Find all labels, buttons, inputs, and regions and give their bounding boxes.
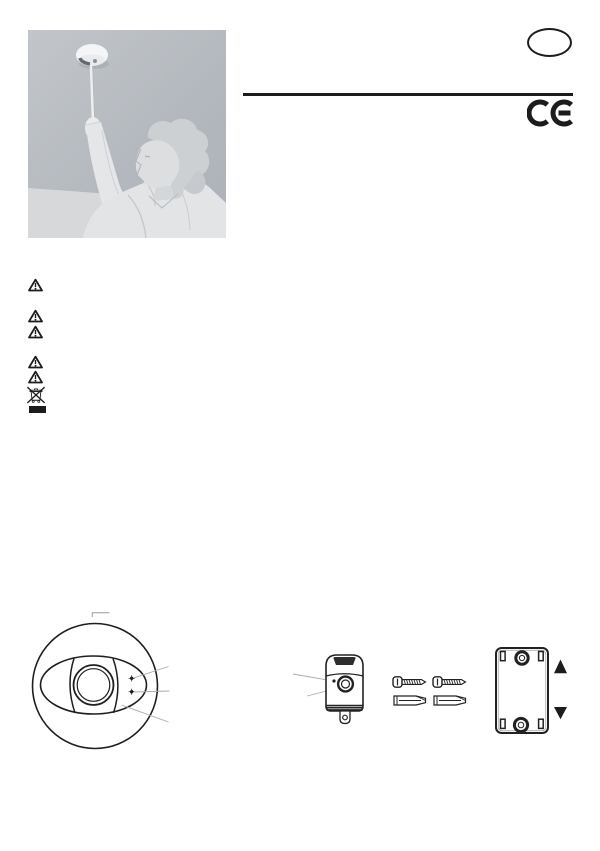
- header-divider: [243, 93, 573, 96]
- wall-plug-icon: [434, 696, 466, 705]
- model-oval-badge: [527, 28, 572, 57]
- transmitter-device: [326, 655, 363, 724]
- led-dot-icon: [129, 689, 135, 695]
- weee-crossed-bin-icon: [26, 386, 46, 404]
- mounting-plate-figure: [490, 643, 580, 738]
- arrow-down-icon: [554, 707, 567, 719]
- warning-triangle-icon: [28, 370, 43, 384]
- weee-solid-bar-icon: [29, 406, 46, 413]
- warning-triangle-icon: [28, 278, 43, 292]
- mounting-kit-figure: [285, 650, 480, 730]
- screw-icon: [393, 677, 426, 687]
- warning-triangle-icon: [28, 309, 43, 323]
- callout-line: [134, 667, 169, 678]
- smoke-alarm-front-view-figure: [25, 605, 180, 755]
- smoke-alarm-test-photo: [28, 30, 226, 238]
- warning-triangle-icon: [28, 355, 43, 369]
- callout-line: [122, 705, 169, 722]
- photo-illustration: [28, 30, 226, 238]
- wall-plug-icon: [394, 696, 426, 705]
- callout-line: [134, 691, 170, 692]
- led-dot-icon: [129, 675, 135, 681]
- ce-mark-icon: [527, 99, 574, 127]
- screw-icon: [433, 677, 466, 687]
- transmitter-led: [332, 679, 335, 682]
- callout-line: [92, 613, 109, 617]
- warning-triangle-icon: [28, 325, 43, 339]
- arrow-up-icon: [554, 660, 567, 674]
